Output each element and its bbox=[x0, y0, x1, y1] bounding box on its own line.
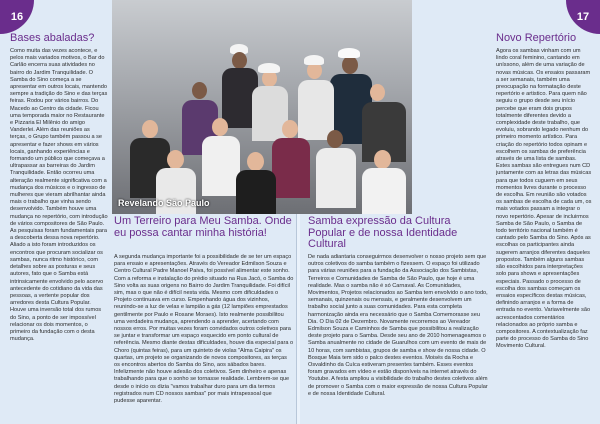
headline-samba-expressao: Samba expressão da Cultura Popular e de nossa Identidade Cultural bbox=[308, 215, 458, 250]
page-number-left: 16 bbox=[0, 0, 34, 34]
samba-expressao-article-text: De nada adiantaria conseguirmos desenvolver o nosso projeto sem que outros coletivos do samba também o fizessem. O espaço foi utilizado para várias reuniões para a fundação da Associação dos Sambistas, Terreiros e Comunidades de Samba de São Paulo, que hoje é uma realidade. Mas o samba não é só Carnaval. As Comunidades, Movimentos, Projetos relacionados ao Samba tem envolvido o ano todo, semanais, quinzenais ou mensais, e geralmente desenvolvem um trabalho social junto a suas comunidades. Para esta completa harmonização ainda era necessário que o Samba Comemorasse seu Dia. O Dia 02 de Dezembro. Novamente recorremos ao Vereador Edmilson Souza e Caminhos de Samba que possibilitou a realização deste projeto para o Samba. Desde seu ano de 2010 homenageamos o Samba anualmente no cidade de Guarulhos com um evento de mais de 10 horas, com sambistas, grupos de samba e show de nossa cidade. O Bosque Maia tem sido o palco destes eventos. Moisés da Rocha e Osvaldinho da Cuíca estiveram presentes também. Esses eventos foram gravados em vídeo e estão disponíveis na internet através do Youtube. A festa ampliou a visibilidade do trabalho destes coletivos além de promover o Samba com o maior expressão de nossa Cultura Popular e de nossa Identidade Cultural. bbox=[308, 254, 488, 397]
group-photo bbox=[112, 0, 412, 214]
right-column-text: Agora os sambas vinham com um lindo coral feminino, cantando em uníssono, além de uma variação de novas músicas. Os ensaios passaram a ser semanais, também uma preocupação na formatação deste repertório e artistico. Para quem não seguiu o grupo desde seu início percebe que eram dois grupos totalmente diferentes devido a complexidade deste trabalho, que evoluiu, sobrando legado nenhum do primeiro momento artístico. Para criação do repertório todos opinam e escolhem os sambas de preferência através de uma lista de sambas. Estes sambas são entregues num CD juntamente com as letras das músicas para que todos cuguem em seus momentos livres durante o processo de escolha. Em reunião são votados os sambas de escolha de cada um, os mais votados passam a integrar o novo repertório. Apesar de incluirmos Samba de São Paulo, o Samba de todo território nacional também é cantado pelo Samba do Sino. Após as escolhas os participantes ainda sugerem arranjos diferentes daqueles propostos. Também alguns sambas são escolhidos para interpretações solo para shows e apresentações especiais. Passado o processo de escolha dos sambas começam os ensaios específicos destas músicas, definindo arranjos e a forma de entrada no evento. Variavelmente são acrescentados comentários relacionados ao próprio samba e compositores. A contextualização faz parte do processo do Samba do Sino Movimento Cultural. bbox=[496, 48, 592, 350]
headline-terreiro: Um Terreiro para Meu Samba. Onde eu possa cantar minha história! bbox=[114, 215, 292, 239]
section-title-bases-abaladas: Bases abaladas? bbox=[10, 32, 95, 44]
page-number-right: 17 bbox=[566, 0, 600, 34]
left-column-text: Como muita das vezes acontece, e pelos mais variados motivos, o Bar do Carlão encerra suas atividades no bairro do Jardim Tranquilidade. O Samba do Sino começa a se apresentar em outros locais, mantendo sempre a tradição do Sino e das terças feiras. Rodou por vários bairros. Do Macedo ao Centro da cidade. Ficou uma temporada maior no Restaurante e Pizzaria El Milênio do amigo Vanderlei. Além das reuniões as terças, o Grupo também passou a se apresentar e fazer shows em vários locais, ganhando experiências e formando um público que começava a ultrapassar as barreiras do Jardim Tranquilidade. Então ocorreu uma alteração realmente significativa com a mudança dos músicos e o ingresso de mulheres que vieram abrilhantar ainda mais o trabalho que vinha sendo desenvolvido. Também houve uma mudança no repertório, com introdução de vários compositores de São Paulo. As pesquisas foram fundamentais para a descoberta dessa nova repertório. Aliado a isto foram introduzidos os encontros que procuram socializar os sambas, nunca ritmo histórico, com detalhes sobre as posturas e seus autores, fato que o Samba está intrinsicamente envolvido pelo acervo antecedente do cotidiano da vida das pessoas, a vertente popular dos arredores desta Cultura Popular. Houve uma inversão total dos rumos do Sino, a ponto de ser impossível relacionar os dois momentos, o primeiro da fundação com o desta mudança. bbox=[10, 48, 108, 343]
terreiro-article-text: A segunda mudança importante foi a possibilidade de se ter um espaço para ensaio e apresentações. Através do Vereador Edmilson Souza e Centro Cultural Padre Manoel Paiva, foi possível alimentar este sonho. Com a reforma e instalação do prédio situado na Rua Jacó, o Samba do Sino volta as suas origens no Bairro do Jardim Tranquilidade. Foi difícil sim, mas o que não é difícil nesta vida. Mesmo com dificuldades o Projeto continuava em curso. Empenhando água dos vizinhos, reunindo-se a luz de velas e lampião a gás (12 lampiões emprestados gentilmente por Paulo e Rosane Moraes). Isto realmente possibilitou uma verdadeira mudança, aprendendo a aprender, acertando com nossos erros. Por muitas vezes foram convidados outros coletivos para se juntar e transformar um espaço esquecido em ponto cultural de referência. Mesmo diante destas dificuldades, houve dia especial para o Choro (quintas feiras), para um quinteto de violas "Alma Caipira" os quartas, um projeto se organizando de novos compositores, as terças os encontros abertos do Samba do Sino, aos sábados bares. Infelizmente não houve adesão dos coletivos. Sem dinheiro e apenas trabalhando para que o sonho se tornasse realidade. Lembrem-se que desde o início os dizia "vamos trabalhar duro para um dia termos registrados num CD nossos sambas" por mais intrapessoal que pudesse aparentar. bbox=[114, 254, 294, 405]
section-title-novo-repertorio: Novo Repertório bbox=[496, 32, 577, 44]
photo-caption: Revelando São Paulo bbox=[118, 198, 210, 208]
